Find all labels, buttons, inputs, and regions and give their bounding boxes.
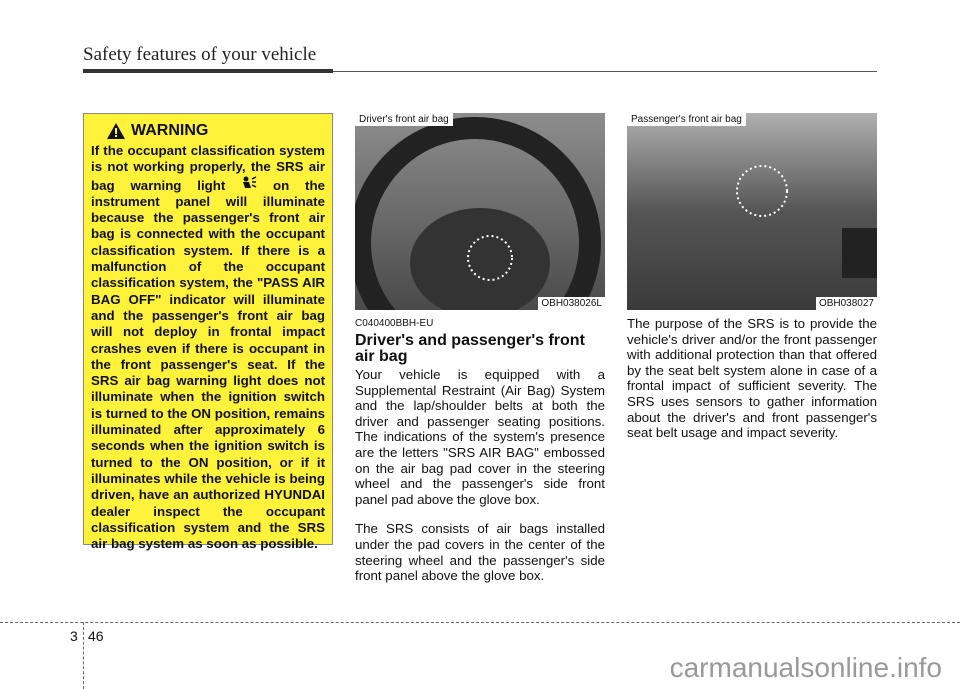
figure-code: OBH038026L <box>538 297 605 310</box>
footer-divider <box>83 622 84 689</box>
figure-caption: Driver's front air bag <box>355 113 453 126</box>
section-title: Driver's and passenger's front air bag <box>355 332 585 365</box>
dashboard-image <box>627 113 877 310</box>
passenger-airbag-figure <box>627 113 877 310</box>
right-column <box>627 113 877 455</box>
section-code: C040400BBH-EU <box>355 318 434 329</box>
middle-column <box>355 113 605 598</box>
figure-caption: Passenger's front air bag <box>627 113 746 126</box>
figure-code: OBH038027 <box>816 297 877 310</box>
warning-text: If the occupant classification system is not working properly, the SRS air bag warning light on the instrument panel will illuminate because the passenger's front air bag is connected with the occupant classification system. If there is a malfunction of the occupant classification system, the "PASS AIR BAG OFF" indicator will illuminate and the passenger's front air bag will not deploy in frontal impact crashes even if there is occupant in the front passenger's seat. If the SRS air bag warning light does not illuminate when the ignition switch is turned to the ON position, remains illuminated after approximately 6 seconds when the ignition switch is turned to the ON position, or if it illuminates while the vehicle is being driven, have an authorized HYUNDAI dealer inspect the occupant classification system and the SRS air bag system as soon as possible. <box>91 143 325 552</box>
warning-box <box>83 113 333 552</box>
header-bar <box>83 69 333 73</box>
driver-airbag-figure <box>355 113 605 310</box>
paragraph: The purpose of the SRS is to provide the vehicle's driver and/or the front passenger with additional protection than that offered by the seat belt system alone in case of a frontal impact of sufficient severity. The SRS uses sensors to gather information about the driver's and front passenger's seat belt usage and impact severity. <box>627 316 877 441</box>
chapter-number: 3 <box>70 628 78 644</box>
steering-wheel-image <box>355 113 605 310</box>
paragraph: The SRS consists of air bags installed under the pad covers in the center of the steering wheel and the passenger's side front panel above the glove box. <box>355 521 605 584</box>
page-number: 46 <box>88 628 104 644</box>
warning-triangle-icon <box>107 123 125 139</box>
page-header: Safety features of your vehicle <box>83 44 317 65</box>
airbag-warning-icon <box>241 176 257 190</box>
paragraph: Your vehicle is equipped with a Supplemental Restraint (Air Bag) System and the lap/shoulder belts at both the driver and passenger seating positions. The indications of the system's presence are the letters "SRS AIR BAG" embossed on the air bag pad cover in the steering wheel and the passenger's side front panel pad above the glove box. <box>355 367 605 507</box>
footer-rule <box>0 622 960 623</box>
watermark: carmanualsonline.info <box>669 652 942 683</box>
warning-title: WARNING <box>131 122 209 139</box>
